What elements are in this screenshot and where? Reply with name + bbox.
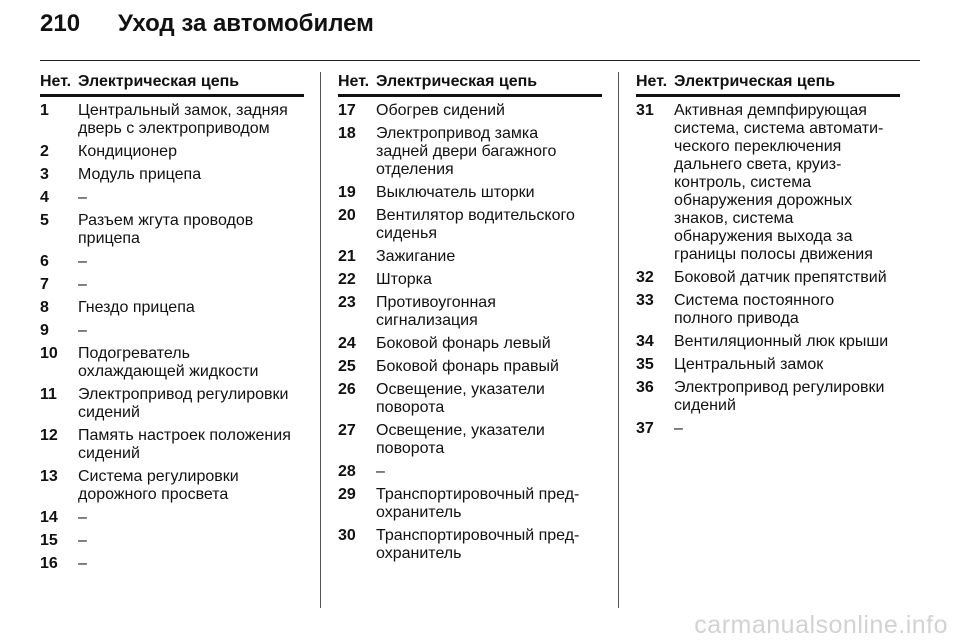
table-row: [636, 420, 900, 438]
table-header: [338, 72, 602, 97]
circuit-description: Активная демпфирующая система, система автомати- ческого переключения дальнего света, круиз- контроль, система обнаружения дорожных знаков, система обнаружения выхода за границы полосы движения: [674, 102, 884, 263]
page-title: Уход за автомобилем: [118, 10, 374, 37]
fuse-number: 26: [338, 381, 356, 398]
fuse-number: 35: [636, 356, 654, 373]
fuse-number: 1: [40, 102, 49, 119]
fuse-number: 13: [40, 468, 58, 485]
circuit-description: Память настроек положения сидений: [78, 427, 291, 462]
circuit-description: Транспортировочный пред- охранитель: [376, 527, 580, 562]
column-header-circuit: Электрическая цепь: [376, 73, 538, 90]
circuit-description: Освещение, указатели поворота: [376, 381, 545, 416]
table-row: [40, 468, 304, 504]
circuit-description: Электропривод регулировки сидений: [674, 379, 885, 414]
circuit-description: Центральный замок: [674, 356, 824, 373]
table-row: [40, 509, 304, 527]
fuse-number: 20: [338, 207, 356, 224]
table-row: [636, 102, 900, 264]
table-row: [40, 532, 304, 550]
circuit-description: Центральный замок, задняя дверь с электроприводом: [78, 102, 288, 137]
circuit-description: Боковой фонарь левый: [376, 335, 551, 352]
circuit-description: Система постоянного полного привода: [674, 292, 835, 327]
fuse-table-column-2: [338, 72, 602, 563]
column-header-circuit: Электрическая цепь: [78, 73, 240, 90]
circuit-description: Система регулировки дорожного просвета: [78, 468, 239, 503]
fuse-table-column-1: [40, 72, 304, 573]
table-row: [40, 102, 304, 138]
fuse-number: 10: [40, 345, 58, 362]
fuse-number: 7: [40, 276, 49, 293]
circuit-description: Противоугонная сигнализация: [376, 294, 496, 329]
table-row: [40, 212, 304, 248]
circuit-description: Подогреватель охлаждающей жидкости: [78, 345, 259, 380]
table-row: [338, 422, 602, 458]
column-divider: [320, 72, 321, 608]
table-row: [338, 335, 602, 353]
table-row: [40, 555, 304, 573]
fuse-number: 23: [338, 294, 356, 311]
circuit-description: Освещение, указатели поворота: [376, 422, 545, 457]
table-row: [40, 427, 304, 463]
circuit-description: Боковой фонарь правый: [376, 358, 559, 375]
fuse-number: 31: [636, 102, 654, 119]
fuse-table-column-3: [636, 72, 900, 438]
fuse-number: 32: [636, 269, 654, 286]
fuse-number: 28: [338, 463, 356, 480]
fuse-number: 6: [40, 253, 49, 270]
table-row: [40, 276, 304, 294]
circuit-description: Электропривод замка задней двери багажного отделения: [376, 125, 557, 178]
table-row: [338, 248, 602, 266]
circuit-description: Обогрев сидений: [376, 102, 505, 119]
circuit-description: Разъем жгута проводов прицепа: [78, 212, 254, 247]
table-row: [40, 253, 304, 271]
circuit-description: Кондиционер: [78, 143, 177, 160]
fuse-number: 15: [40, 532, 58, 549]
fuse-number: 2: [40, 143, 49, 160]
table-row: [636, 333, 900, 351]
fuse-number: 21: [338, 248, 356, 265]
fuse-number: 11: [40, 386, 57, 403]
fuse-number: 34: [636, 333, 654, 350]
table-row: [338, 271, 602, 289]
fuse-number: 12: [40, 427, 58, 444]
watermark[interactable]: carmanualsonline.info: [694, 611, 948, 639]
page-header: [40, 10, 374, 38]
fuse-number: 22: [338, 271, 356, 288]
table-row: [40, 166, 304, 184]
table-row: [338, 463, 602, 481]
fuse-number: 29: [338, 486, 356, 503]
circuit-description: Вентиляционный люк крыши: [674, 333, 889, 350]
column-header-circuit: Электрическая цепь: [674, 73, 836, 90]
fuse-number: 9: [40, 322, 49, 339]
table-rows: [338, 102, 602, 563]
table-row: [40, 322, 304, 340]
circuit-description: Шторка: [376, 271, 432, 288]
column-header-number: Нет.: [636, 73, 668, 90]
column-divider: [618, 72, 619, 608]
circuit-description: Электропривод регулировки сидений: [78, 386, 289, 421]
table-row: [338, 486, 602, 522]
table-row: [338, 294, 602, 330]
fuse-number: 37: [636, 420, 654, 437]
table-row: [40, 143, 304, 161]
table-row: [338, 381, 602, 417]
circuit-description: –: [78, 253, 87, 270]
fuse-number: 17: [338, 102, 356, 119]
fuse-number: 19: [338, 184, 356, 201]
table-rows: [40, 102, 304, 573]
table-row: [338, 207, 602, 243]
circuit-description: –: [78, 555, 87, 572]
fuse-number: 14: [40, 509, 58, 526]
column-header-number: Нет.: [338, 73, 370, 90]
header-divider: [40, 60, 920, 61]
table-row: [636, 379, 900, 415]
table-row: [40, 345, 304, 381]
table-row: [338, 102, 602, 120]
circuit-description: –: [78, 189, 87, 206]
table-row: [40, 386, 304, 422]
circuit-description: Вентилятор водительского сиденья: [376, 207, 575, 242]
fuse-number: 24: [338, 335, 356, 352]
fuse-number: 18: [338, 125, 356, 142]
column-header-number: Нет.: [40, 73, 72, 90]
circuit-description: Зажигание: [376, 248, 456, 265]
fuse-number: 33: [636, 292, 654, 309]
circuit-description: Транспортировочный пред- охранитель: [376, 486, 580, 521]
fuse-number: 27: [338, 422, 356, 439]
page-number: 210: [40, 10, 81, 37]
table-header: [636, 72, 900, 97]
fuse-number: 16: [40, 555, 58, 572]
table-row: [40, 189, 304, 207]
table-row: [338, 184, 602, 202]
fuse-number: 25: [338, 358, 356, 375]
fuse-number: 36: [636, 379, 654, 396]
fuse-number: 8: [40, 299, 49, 316]
circuit-description: –: [376, 463, 385, 480]
circuit-description: Выключатель шторки: [376, 184, 535, 201]
circuit-description: –: [78, 322, 87, 339]
circuit-description: –: [78, 532, 87, 549]
table-row: [636, 269, 900, 287]
table-rows: [636, 102, 900, 438]
fuse-number: 30: [338, 527, 356, 544]
table-row: [40, 299, 304, 317]
circuit-description: Боковой датчик препятствий: [674, 269, 887, 286]
fuse-number: 5: [40, 212, 49, 229]
table-row: [338, 125, 602, 179]
table-header: [40, 72, 304, 97]
circuit-description: –: [674, 420, 683, 437]
table-row: [636, 292, 900, 328]
fuse-number: 4: [40, 189, 49, 206]
circuit-description: Гнездо прицепа: [78, 299, 195, 316]
table-row: [636, 356, 900, 374]
table-row: [338, 527, 602, 563]
circuit-description: –: [78, 276, 87, 293]
circuit-description: –: [78, 509, 87, 526]
circuit-description: Модуль прицепа: [78, 166, 202, 183]
table-row: [338, 358, 602, 376]
fuse-number: 3: [40, 166, 49, 183]
